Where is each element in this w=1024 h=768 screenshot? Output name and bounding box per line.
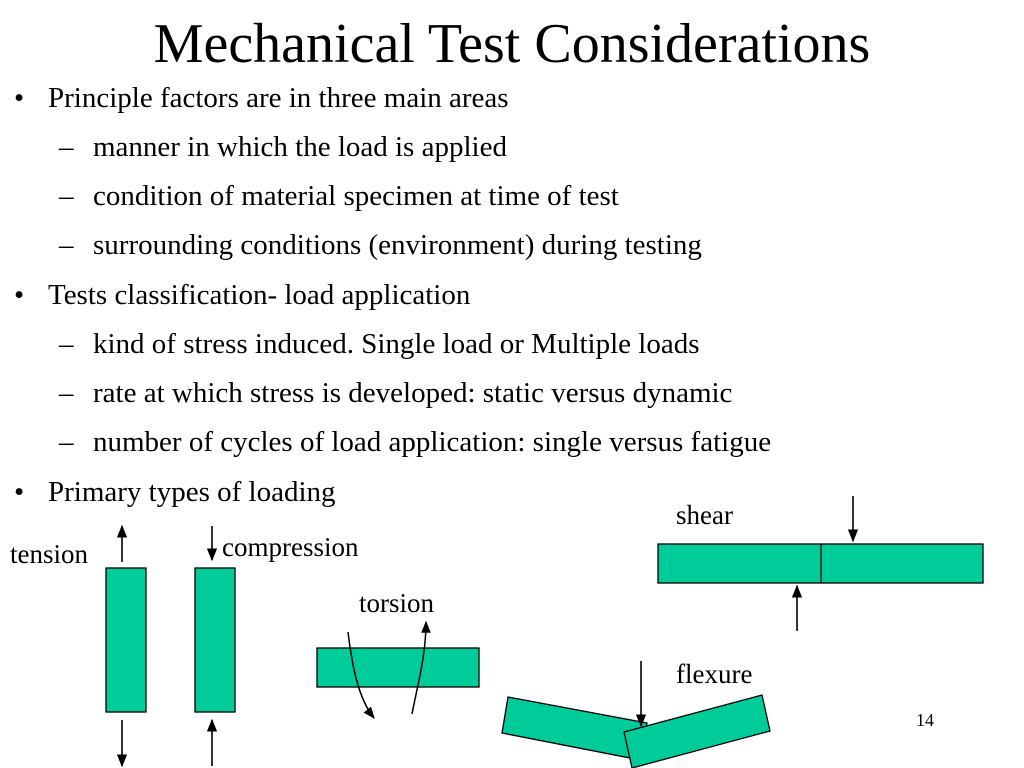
sub-bullet-text: number of cycles of load application: single versus fatigue [93, 426, 772, 458]
tension-label: tension [10, 539, 88, 569]
flexure-beam-right [624, 695, 770, 768]
slide-title: Mechanical Test Considerations [153, 13, 871, 75]
torsion-label: torsion [359, 588, 435, 618]
dash-marker: – [59, 328, 74, 360]
page-number: 14 [916, 710, 934, 730]
bullet-marker: • [14, 279, 25, 311]
bullet-text: Primary types of loading [48, 476, 336, 508]
tension-specimen [106, 526, 146, 766]
dash-marker: – [59, 229, 74, 261]
bullet-marker: • [14, 476, 25, 508]
sub-bullet-text: surrounding conditions (environment) during testing [93, 229, 702, 261]
compression-label: compression [222, 532, 359, 562]
dash-marker: – [59, 426, 74, 458]
bullet-text: Principle factors are in three main areas [48, 82, 509, 114]
flexure-beam-left [502, 697, 647, 760]
shear-label: shear [676, 500, 733, 530]
flexure-label: flexure [676, 659, 753, 689]
sub-bullet-text: condition of material specimen at time of test [93, 180, 619, 212]
dash-marker: – [59, 131, 74, 163]
dash-marker: – [59, 180, 74, 212]
bullet-text: Tests classification- load application [48, 279, 471, 311]
sub-bullet-text: manner in which the load is applied [93, 131, 507, 163]
bullet-marker: • [14, 82, 25, 114]
torsion-specimen [317, 622, 479, 718]
dash-marker: – [59, 377, 74, 409]
sub-bullet-text: rate at which stress is developed: static versus dynamic [93, 377, 733, 409]
sub-bullet-text: kind of stress induced. Single load or Multiple loads [93, 328, 700, 360]
